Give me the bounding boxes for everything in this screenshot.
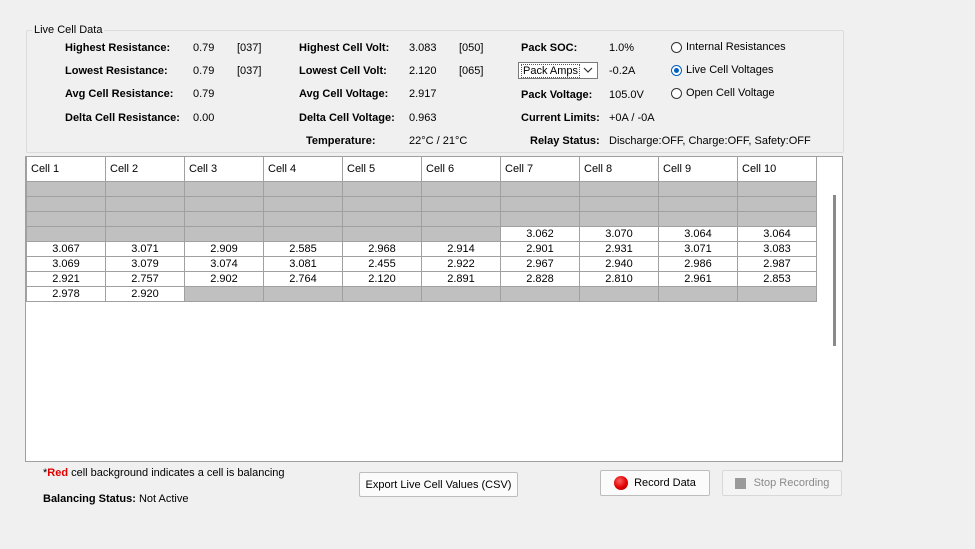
pack-voltage-value: 105.0V (609, 89, 644, 101)
cell-value[interactable]: 2.455 (343, 256, 422, 271)
cell-value[interactable] (264, 181, 343, 196)
cell-value[interactable] (343, 181, 422, 196)
column-header[interactable]: Cell 1 (27, 157, 106, 181)
cell-value[interactable] (422, 211, 501, 226)
cell-value[interactable] (343, 286, 422, 301)
cell-value[interactable] (738, 181, 817, 196)
cell-value[interactable] (185, 286, 264, 301)
radio-label: Open Cell Voltage (686, 87, 775, 99)
temperature-value: 22°C / 21°C (409, 135, 468, 147)
lowest-volt-cell: [065] (459, 65, 484, 77)
radio-live-cell-voltages[interactable] (671, 62, 773, 78)
cell-value[interactable]: 2.922 (422, 256, 501, 271)
cell-table (26, 157, 817, 302)
cell-value[interactable]: 2.968 (343, 241, 422, 256)
cell-value[interactable]: 2.764 (264, 271, 343, 286)
highest-volt-label: Highest Cell Volt: (299, 42, 390, 54)
cell-value[interactable]: 2.914 (422, 241, 501, 256)
cell-value[interactable]: 2.978 (27, 286, 106, 301)
pack-soc-label: Pack SOC: (521, 42, 578, 54)
radio-label: Live Cell Voltages (686, 64, 774, 76)
avg-resistance-value: 0.79 (193, 88, 215, 100)
cell-value[interactable]: 3.071 (659, 241, 738, 256)
avg-voltage-value: 2.917 (409, 88, 437, 100)
cell-value[interactable] (27, 211, 106, 226)
delta-resistance-label: Delta Cell Resistance: (65, 112, 180, 124)
column-header[interactable]: Cell 5 (343, 157, 422, 181)
highest-volt-cell: [050] (459, 42, 484, 54)
cell-value[interactable]: 2.920 (106, 286, 185, 301)
cell-value[interactable] (501, 211, 580, 226)
cell-value[interactable] (422, 196, 501, 211)
highest-resistance-value: 0.79 (193, 42, 215, 54)
cell-value[interactable] (580, 196, 659, 211)
cell-value[interactable]: 2.902 (185, 271, 264, 286)
cell-value[interactable] (422, 226, 501, 241)
cell-value[interactable] (185, 181, 264, 196)
cell-value[interactable] (501, 286, 580, 301)
highest-resistance-label: Highest Resistance: (65, 42, 171, 54)
pack-amps-select-value: Pack Amps (523, 65, 579, 77)
cell-value[interactable]: 2.986 (659, 256, 738, 271)
cell-value[interactable] (659, 211, 738, 226)
cell-value[interactable] (422, 181, 501, 196)
cell-value[interactable] (659, 181, 738, 196)
cell-value[interactable] (106, 196, 185, 211)
table-row (27, 196, 817, 211)
cell-value[interactable] (264, 196, 343, 211)
cell-value[interactable] (659, 196, 738, 211)
cell-value[interactable] (27, 196, 106, 211)
column-header[interactable]: Cell 8 (580, 157, 659, 181)
cell-value[interactable]: 2.810 (580, 271, 659, 286)
cell-value[interactable]: 3.081 (264, 256, 343, 271)
radio-open-cell-voltage[interactable] (671, 85, 775, 101)
vertical-scrollbar[interactable] (833, 195, 836, 346)
radio-button[interactable] (671, 42, 682, 53)
cell-value[interactable]: 2.585 (264, 241, 343, 256)
highest-volt-value: 3.083 (409, 42, 437, 54)
cell-value[interactable]: 3.070 (580, 226, 659, 241)
cell-value[interactable]: 3.079 (106, 256, 185, 271)
cell-value[interactable]: 2.757 (106, 271, 185, 286)
cell-value[interactable]: 3.064 (659, 226, 738, 241)
cell-value[interactable]: 2.901 (501, 241, 580, 256)
cell-value[interactable] (264, 211, 343, 226)
group-title: Live Cell Data (34, 24, 103, 36)
cell-grid[interactable] (25, 156, 843, 462)
cell-value[interactable]: 3.067 (27, 241, 106, 256)
cell-value[interactable] (264, 286, 343, 301)
lowest-volt-value: 2.120 (409, 65, 437, 77)
note-text: cell background indicates a cell is balancing (68, 467, 285, 479)
balancing-status (43, 493, 188, 505)
cell-value[interactable] (580, 181, 659, 196)
balancing-note (43, 467, 285, 479)
radio-button[interactable] (671, 88, 682, 99)
radio-internal-resistances[interactable] (671, 39, 786, 55)
delta-voltage-label: Delta Cell Voltage: (299, 112, 395, 124)
cell-value[interactable] (106, 226, 185, 241)
stop-icon (735, 478, 746, 489)
cell-value[interactable] (343, 226, 422, 241)
relay-status-label: Relay Status: (530, 135, 600, 147)
temperature-label: Temperature: (306, 135, 376, 147)
cell-value[interactable]: 2.909 (185, 241, 264, 256)
cell-value[interactable] (264, 226, 343, 241)
delta-voltage-value: 0.963 (409, 112, 437, 124)
note-asterisk: * (43, 467, 48, 479)
cell-value[interactable] (27, 181, 106, 196)
cell-value[interactable] (580, 286, 659, 301)
cell-value[interactable] (185, 211, 264, 226)
cell-value[interactable] (580, 211, 659, 226)
column-header[interactable]: Cell 4 (264, 157, 343, 181)
cell-value[interactable]: 2.921 (27, 271, 106, 286)
cell-value[interactable] (738, 211, 817, 226)
chevron-down-icon (583, 65, 593, 78)
note-red-word: Red (47, 467, 69, 479)
column-header[interactable]: Cell 2 (106, 157, 185, 181)
cell-value[interactable]: 3.083 (738, 241, 817, 256)
cell-value[interactable] (738, 286, 817, 301)
table-row (27, 256, 817, 271)
cell-value[interactable]: 3.071 (106, 241, 185, 256)
stop-recording-label: Stop Recording (753, 477, 830, 489)
record-data-button[interactable] (600, 470, 710, 496)
table-header-row (27, 157, 817, 181)
cell-value[interactable]: 2.853 (738, 271, 817, 286)
lowest-resistance-value: 0.79 (193, 65, 215, 77)
cell-value[interactable]: 2.931 (580, 241, 659, 256)
cell-value[interactable] (106, 211, 185, 226)
cell-value[interactable]: 2.891 (422, 271, 501, 286)
cell-value[interactable]: 3.064 (738, 226, 817, 241)
column-header[interactable]: Cell 10 (738, 157, 817, 181)
column-header[interactable]: Cell 6 (422, 157, 501, 181)
table-row (27, 181, 817, 196)
radio-label: Internal Resistances (686, 41, 786, 53)
column-header[interactable]: Cell 3 (185, 157, 264, 181)
pack-soc-value: 1.0% (609, 42, 635, 54)
delta-resistance-value: 0.00 (193, 112, 215, 124)
cell-value[interactable] (501, 196, 580, 211)
export-csv-button[interactable] (359, 472, 518, 497)
lowest-volt-label: Lowest Cell Volt: (299, 65, 387, 77)
avg-voltage-label: Avg Cell Voltage: (299, 88, 389, 100)
balancing-status-label: Balancing Status: (43, 493, 136, 505)
lowest-resistance-cell: [037] (237, 65, 262, 77)
cell-value[interactable] (422, 286, 501, 301)
cell-value[interactable] (343, 196, 422, 211)
stop-recording-button[interactable] (722, 470, 842, 496)
table-row (27, 286, 817, 301)
cell-value[interactable] (27, 226, 106, 241)
record-icon (614, 476, 628, 490)
cell-value[interactable]: 2.961 (659, 271, 738, 286)
pack-amps-select[interactable] (518, 62, 598, 79)
balancing-status-value: Not Active (135, 493, 189, 505)
record-data-label: Record Data (634, 477, 696, 489)
cell-value[interactable]: 2.120 (343, 271, 422, 286)
cell-value[interactable] (106, 181, 185, 196)
cell-value[interactable]: 3.069 (27, 256, 106, 271)
current-limits-label: Current Limits: (521, 112, 600, 124)
avg-resistance-label: Avg Cell Resistance: (65, 88, 174, 100)
cell-value[interactable]: 2.828 (501, 271, 580, 286)
pack-voltage-label: Pack Voltage: (521, 89, 593, 101)
table-body (27, 181, 817, 301)
cell-value[interactable] (501, 181, 580, 196)
cell-value[interactable]: 2.967 (501, 256, 580, 271)
table-row (27, 271, 817, 286)
cell-value[interactable]: 3.062 (501, 226, 580, 241)
relay-status-value: Discharge:OFF, Charge:OFF, Safety:OFF (609, 135, 811, 147)
cell-value[interactable] (185, 226, 264, 241)
table-row (27, 211, 817, 226)
table-row (27, 241, 817, 256)
cell-value[interactable]: 2.940 (580, 256, 659, 271)
table-row (27, 226, 817, 241)
cell-value[interactable]: 2.987 (738, 256, 817, 271)
cell-value[interactable] (343, 211, 422, 226)
column-header[interactable]: Cell 9 (659, 157, 738, 181)
export-csv-label: Export Live Cell Values (CSV) (365, 478, 512, 491)
lowest-resistance-label: Lowest Resistance: (65, 65, 168, 77)
highest-resistance-cell: [037] (237, 42, 262, 54)
column-header[interactable]: Cell 7 (501, 157, 580, 181)
pack-amps-value: -0.2A (609, 65, 636, 77)
cell-value[interactable]: 3.074 (185, 256, 264, 271)
cell-value[interactable] (659, 286, 738, 301)
cell-value[interactable] (738, 196, 817, 211)
radio-button-selected[interactable] (671, 65, 682, 76)
current-limits-value: +0A / -0A (609, 112, 655, 124)
cell-value[interactable] (185, 196, 264, 211)
